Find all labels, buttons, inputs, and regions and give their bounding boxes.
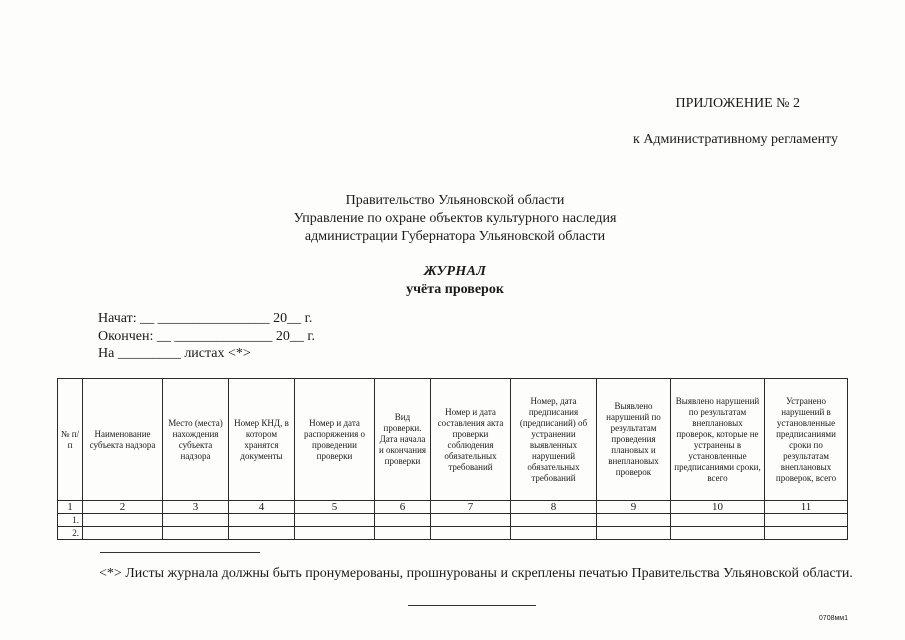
table-cell [163, 527, 229, 540]
table-header-row [58, 379, 848, 501]
authority-block [160, 192, 750, 246]
column-header: Устранено нарушений в установленные предписаниями сроки по результатам внеплановых проверок, всего [765, 379, 848, 501]
row-number: 1. [58, 514, 83, 527]
table-cell [511, 514, 597, 527]
table-cell [511, 527, 597, 540]
table-cell [597, 514, 671, 527]
authority-line-3: администрации Губернатора Ульяновской области [304, 229, 606, 244]
column-header: Выявлено нарушений по результатам проведения плановых и внеплановых проверок [597, 379, 671, 501]
table-row [58, 514, 848, 527]
table-cell [431, 514, 511, 527]
journal-subtitle: учёта проверок [406, 282, 504, 297]
column-number: 11 [765, 501, 848, 514]
journal-started-field: Начат: __ ________________ 20__ г. [98, 311, 313, 326]
journal-title: ЖУРНАЛ [423, 264, 487, 279]
column-header: Место (места) нахождения субъекта надзора [163, 379, 229, 501]
table-cell [295, 514, 375, 527]
row-number: 2. [58, 527, 83, 540]
column-number: 4 [229, 501, 295, 514]
column-number: 5 [295, 501, 375, 514]
column-number: 10 [671, 501, 765, 514]
table-cell [671, 527, 765, 540]
table-cell [375, 527, 431, 540]
inspection-log-table [57, 378, 848, 540]
table-cell [597, 527, 671, 540]
column-header: Выявлено нарушений по результатам внеплановых проверок, которые не устранены в установленные предписаниями сроки, всего [671, 379, 765, 501]
table-cell [375, 514, 431, 527]
table-cell [83, 527, 163, 540]
column-header: Номер и дата распоряжения о проведении проверки [295, 379, 375, 501]
footnote: <*> Листы журнала должны быть пронумерованы, прошнурованы и скреплены печатью Правительства Ульяновской области. [99, 566, 853, 581]
appendix-number: ПРИЛОЖЕНИЕ № 2 [675, 96, 800, 111]
column-header: Номер КНД, в котором хранятся документы [229, 379, 295, 501]
page-code: 0708мм1 [818, 615, 848, 622]
column-number: 3 [163, 501, 229, 514]
table-cell [295, 527, 375, 540]
table-row [58, 527, 848, 540]
authority-line-2: Управление по охране объектов культурного наследия [293, 211, 617, 226]
column-number: 9 [597, 501, 671, 514]
journal-finished-field: Окончен: __ ______________ 20__ г. [98, 329, 315, 344]
table-cell [431, 527, 511, 540]
appendix-reference: к Административному регламенту [633, 132, 838, 147]
bottom-divider [408, 605, 536, 606]
journal-sheets-field: На _________ листах <*> [98, 346, 251, 361]
footnote-divider [100, 552, 260, 553]
table-cell [765, 527, 848, 540]
column-header: Вид проверки. Дата начала и окончания проверки [375, 379, 431, 501]
table-cell [671, 514, 765, 527]
column-header: Номер, дата предписания (предписаний) об устранении выявленных нарушений обязательных требований [511, 379, 597, 501]
column-header: Наименование субъекта надзора [83, 379, 163, 501]
table-cell [229, 527, 295, 540]
column-number: 7 [431, 501, 511, 514]
column-header: № п/п [58, 379, 83, 501]
column-number: 6 [375, 501, 431, 514]
table-cell [765, 514, 848, 527]
authority-line-1: Правительство Ульяновской области [345, 193, 565, 208]
column-header: Номер и дата составления акта проверки соблюдения обязательных требований [431, 379, 511, 501]
column-number: 8 [511, 501, 597, 514]
column-number: 2 [83, 501, 163, 514]
column-number-row [58, 501, 848, 514]
table-cell [229, 514, 295, 527]
column-number: 1 [58, 501, 83, 514]
table-cell [83, 514, 163, 527]
table-cell [163, 514, 229, 527]
